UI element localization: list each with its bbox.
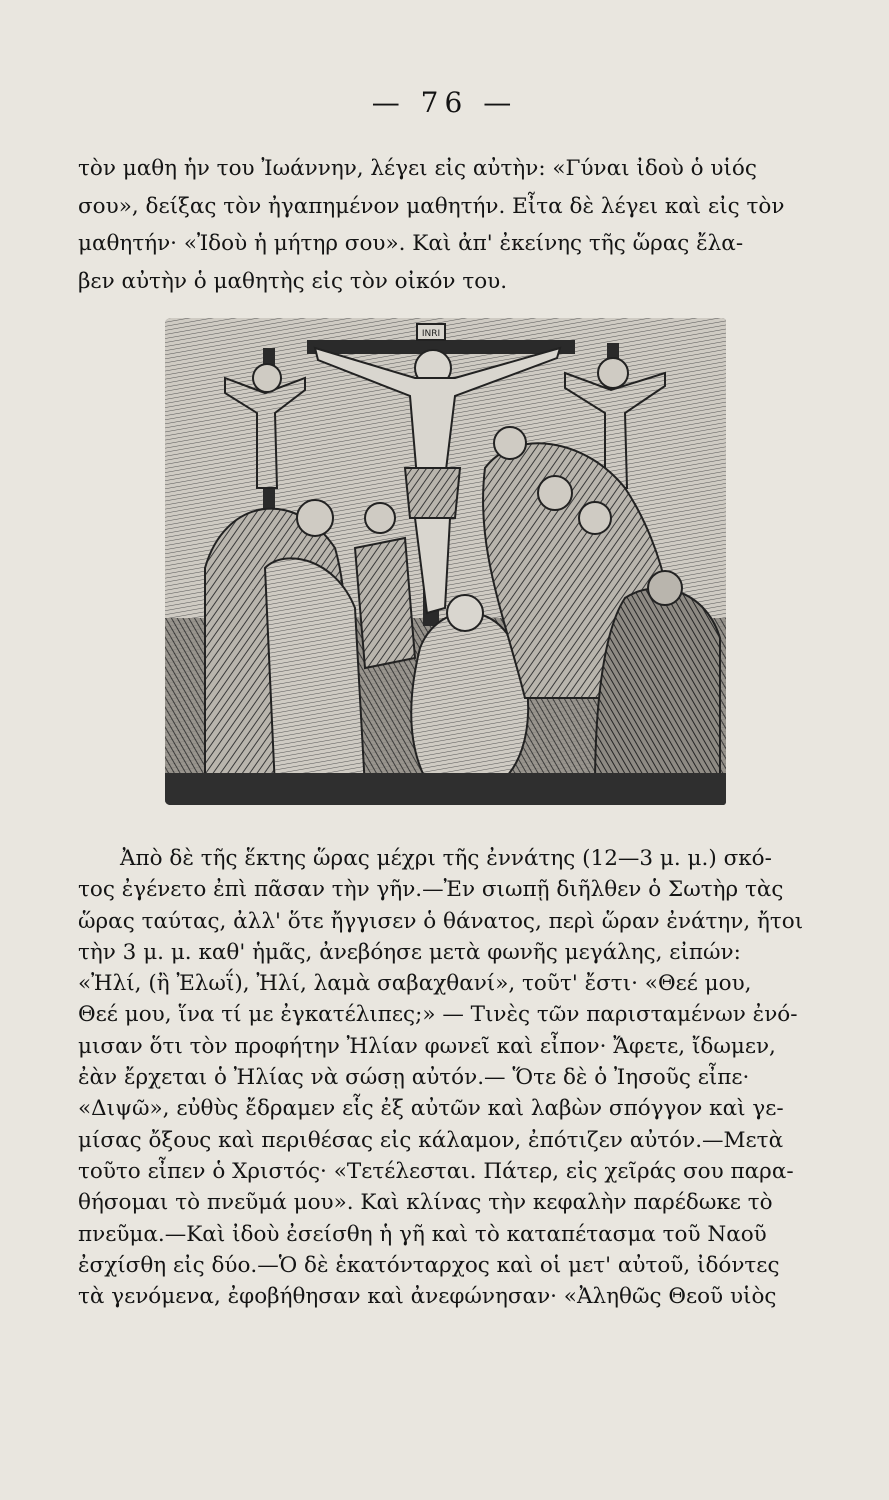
text-line: Ἀπὸ δὲ τῆς ἕκτης ὥρας μέχρι τῆς ἐννάτης (12—3 μ. μ.) σκό-: [120, 846, 772, 871]
crucifixion-illustration: [165, 318, 726, 805]
crucifixion-engraving-icon: [165, 318, 726, 805]
text-line: τὸν μαθη ἡν του Ἰωάννην, λέγει εἰς αὐτὴν: «Γύναι ἰδοὺ ὁ υἱός: [78, 156, 757, 181]
text-line: θήσομαι τὸ πνεῦμά μου». Καὶ κλίνας τὴν κεφαλὴν παρέδωκε τὸ: [78, 1190, 773, 1216]
text-line: ὥρας ταύτας, ἀλλ' ὅτε ἤγγισεν ὁ θάνατος, περὶ ὥραν ἐνάτην, ἤτοι: [78, 908, 804, 934]
text-line: βεν αὐτὴν ὁ μαθητὴς εἰς τὸν οἰκόν του.: [78, 268, 508, 294]
text-line: ἐσχίσθη εἰς δύο.—Ὁ δὲ ἑκατόνταρχος καὶ οἱ μετ' αὐτοῦ, ἰδόντες: [78, 1252, 780, 1278]
text-line: «Ἠλί, (ἢ Ἐλωΐ), Ἠλί, λαμὰ σαβαχθανί», τοῦτ' ἔστι· «Θεέ μου,: [78, 971, 752, 997]
cross-inscription: INRI: [421, 329, 441, 339]
text-line: μαθητήν· «Ἰδοὺ ἡ μήτηρ σου». Καὶ ἀπ' ἐκείνης τῆς ὥρας ἔλα-: [78, 231, 744, 256]
page-number: — 76 —: [371, 86, 518, 119]
text-line: μισαν ὅτι τὸν προφήτην Ἠλίαν φωνεῖ καὶ εἶπον· Ἄφετε, ἴδωμεν,: [78, 1033, 776, 1059]
text-line: τοῦτο εἶπεν ὁ Χριστός· «Τετέλεσται. Πάτερ, εἰς χεῖράς σου παρα-: [78, 1158, 794, 1184]
text-line: τὰ γενόμενα, ἐφοβήθησαν καὶ ἀνεφώνησαν· «Ἀληθῶς Θεοῦ υἱὸς: [78, 1284, 777, 1310]
text-line: ἐὰν ἔρχεται ὁ Ἠλίας νὰ σώσῃ αὐτόν.— Ὅτε δὲ ὁ Ἰησοῦς εἶπε·: [78, 1065, 750, 1091]
paragraph-top: [78, 150, 823, 300]
text-line: μίσας ὄξους καὶ περιθέσας εἰς κάλαμον, ἐπότιζεν αὐτόν.—Μετὰ: [78, 1127, 784, 1153]
text-line: «Διψῶ», εὐθὺς ἔδραμεν εἷς ἐξ αὐτῶν καὶ λαβὼν σπόγγον καὶ γε-: [78, 1096, 784, 1122]
text-line: πνεῦμα.—Καὶ ἰδοὺ ἐσείσθη ἡ γῆ καὶ τὸ καταπέτασμα τοῦ Ναοῦ: [78, 1221, 767, 1247]
paragraph-bottom: [78, 843, 813, 1312]
text-line: τὴν 3 μ. μ. καθ' ἡμᾶς, ἀνεβόησε μετὰ φωνῆς μεγάλης, εἰπών:: [78, 939, 741, 965]
text-line: Θεέ μου, ἵνα τί με ἐγκατέλιπες;» — Τινὲς τῶν παρισταμένων ἐνό-: [78, 1002, 798, 1028]
text-line: σου», δείξας τὸν ἠγαπημένον μαθητήν. Εἶτα δὲ λέγει καὶ εἰς τὸν: [78, 193, 785, 219]
text-line: τος ἐγένετο ἐπὶ πᾶσαν τὴν γῆν.—Ἐν σιωπῇ διῆλθεν ὁ Σωτὴρ τὰς: [78, 877, 784, 903]
